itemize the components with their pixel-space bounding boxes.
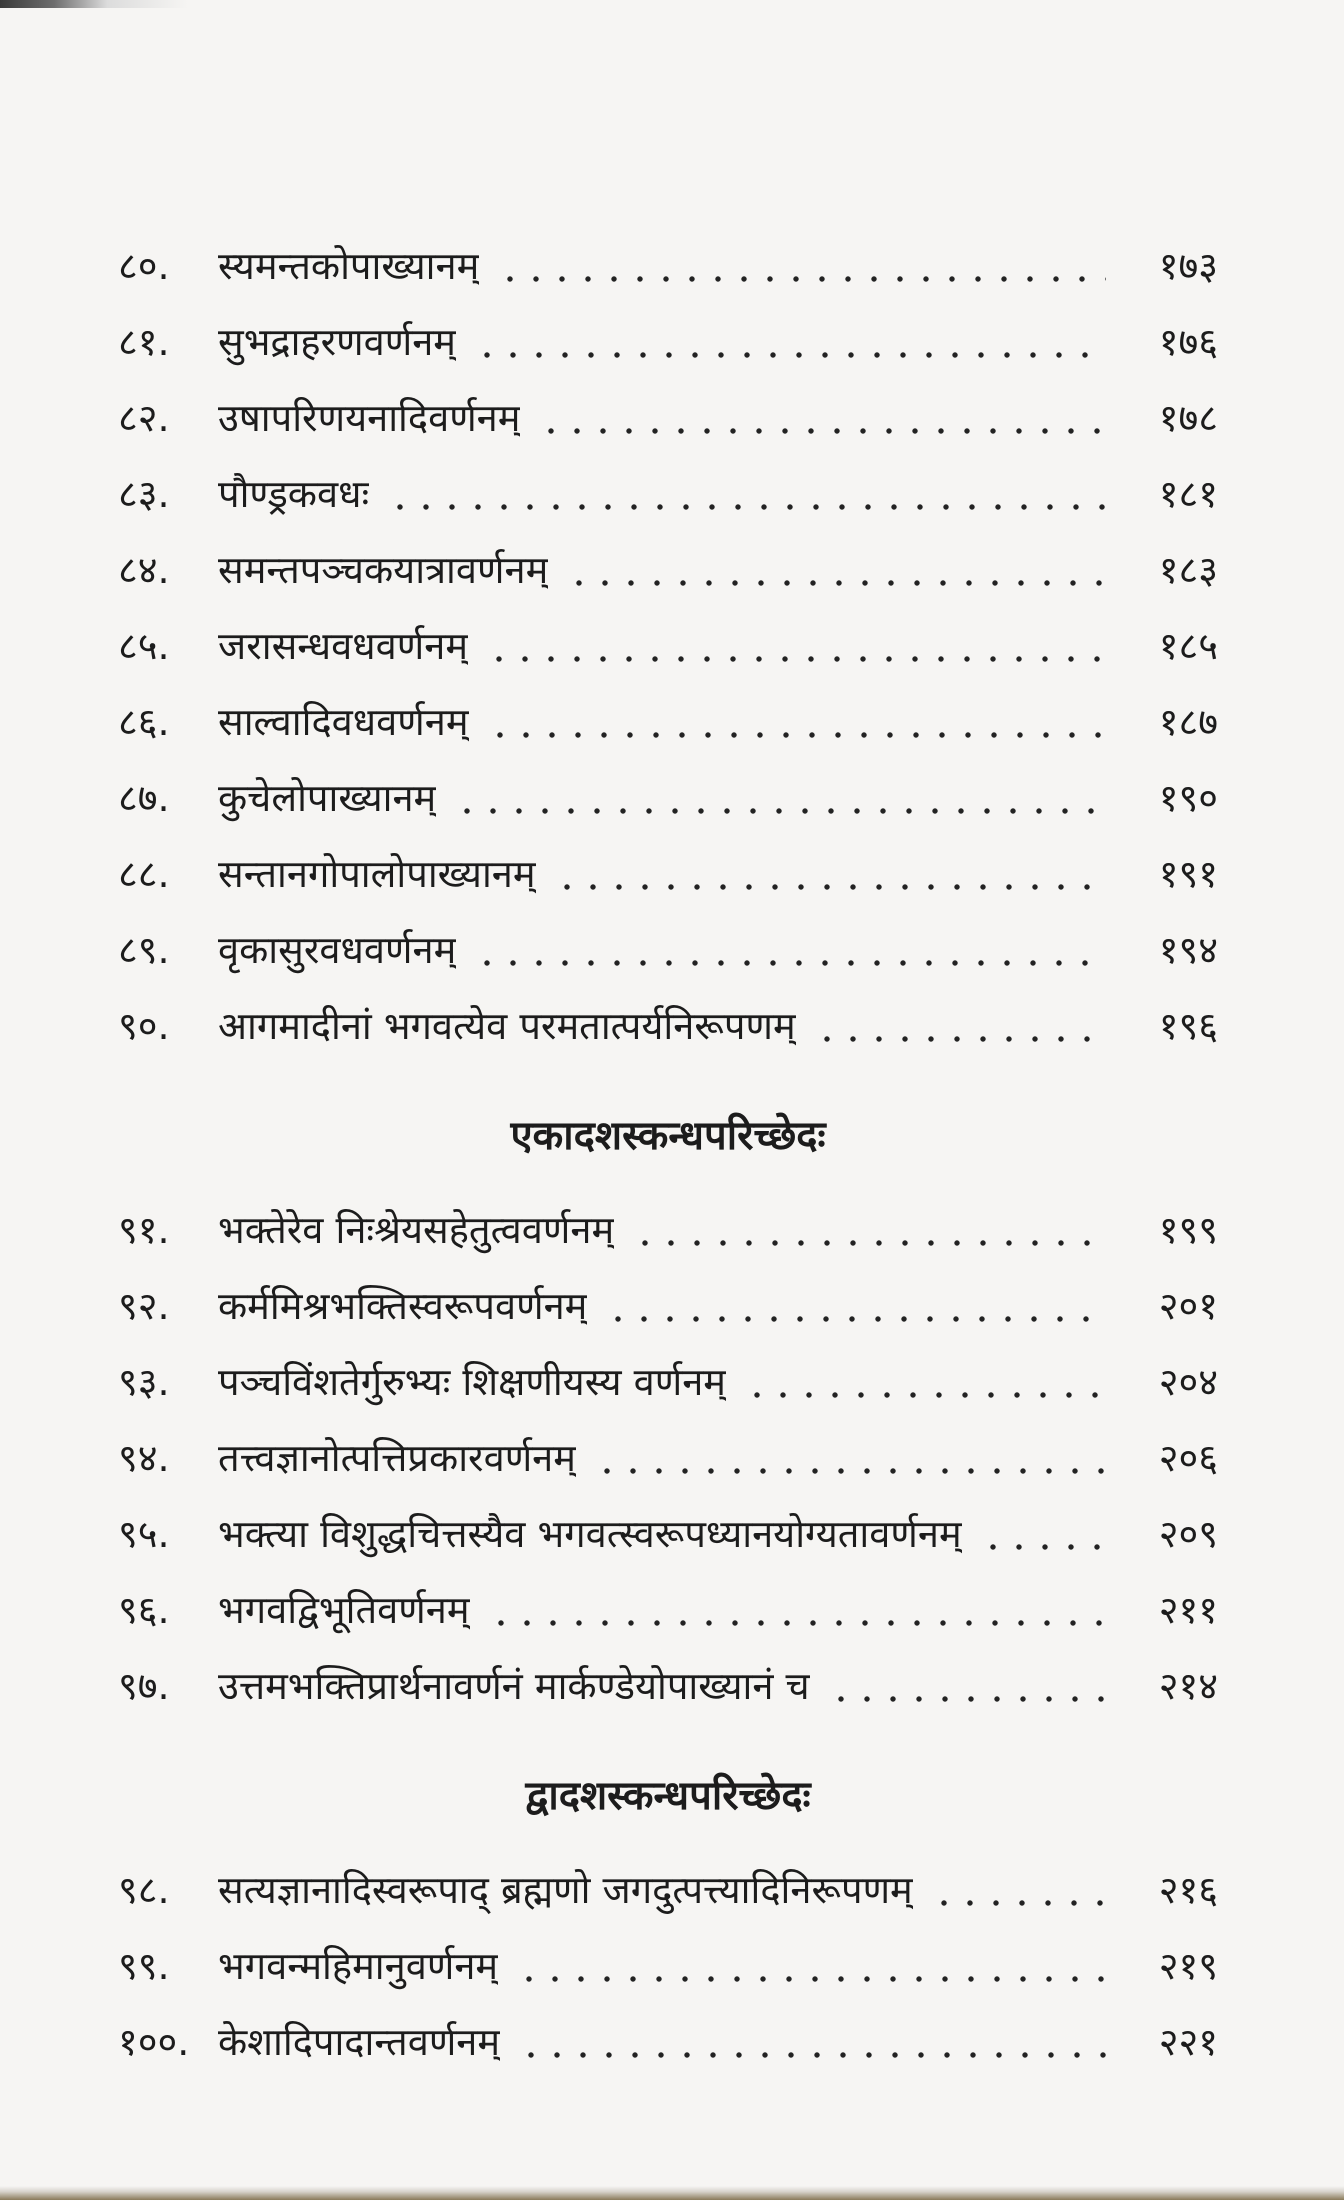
dot-leader bbox=[486, 634, 1106, 664]
entry-page-number: १७८ bbox=[1158, 396, 1218, 440]
toc-entry[interactable] bbox=[118, 608, 1218, 684]
entry-number: ९६. bbox=[118, 1588, 170, 1632]
entry-number: ९४. bbox=[118, 1436, 170, 1480]
dot-leader bbox=[814, 1014, 1106, 1044]
entry-page-number: १९० bbox=[1158, 776, 1218, 820]
entry-page-number: २०४ bbox=[1158, 1360, 1218, 1404]
entry-title: स्यमन्तकोपाख्यानम् bbox=[218, 244, 480, 288]
dot-leader bbox=[487, 710, 1106, 740]
entry-page-number: १८१ bbox=[1158, 472, 1218, 516]
entry-number: ९९. bbox=[118, 1944, 170, 1988]
entry-title: समन्तपञ्चकयात्रावर्णनम् bbox=[218, 548, 549, 592]
entry-page-number: २०१ bbox=[1158, 1284, 1218, 1328]
entry-title: भक्तेरेव निःश्रेयसहेतुत्ववर्णनम् bbox=[218, 1208, 615, 1252]
entry-page-number: २१४ bbox=[1158, 1664, 1218, 1708]
entry-page-number: १९४ bbox=[1158, 928, 1218, 972]
toc-entry[interactable] bbox=[118, 1928, 1218, 2004]
entry-title: साल्वादिवधवर्णनम् bbox=[218, 700, 469, 744]
entry-number: ८४. bbox=[118, 548, 170, 592]
entry-page-number: १८३ bbox=[1158, 548, 1218, 592]
toc-entry[interactable] bbox=[118, 304, 1218, 380]
entry-number: ८६. bbox=[118, 700, 170, 744]
entry-title: उषापरिणयनादिवर्णनम् bbox=[218, 396, 521, 440]
dot-leader bbox=[497, 254, 1106, 284]
dot-leader bbox=[566, 558, 1106, 588]
entry-page-number: २२१ bbox=[1158, 2020, 1218, 2064]
entry-title: भक्त्या विशुद्धचित्तस्यैव भगवत्स्वरूपध्यानयोग्यतावर्णनम् bbox=[218, 1512, 962, 1556]
entry-page-number: १७६ bbox=[1158, 320, 1218, 364]
entry-title: जरासन्धवधवर्णनम् bbox=[218, 624, 469, 668]
toc-entry[interactable] bbox=[118, 2004, 1218, 2080]
entry-number: ८९. bbox=[118, 928, 170, 972]
page-bottom-edge bbox=[0, 2186, 1344, 2200]
entry-title: कुचेलोपाख्यानम् bbox=[218, 776, 437, 820]
toc-entry[interactable] bbox=[118, 532, 1218, 608]
toc-entry[interactable] bbox=[118, 1268, 1218, 1344]
entry-number: १००. bbox=[118, 2020, 190, 2064]
entry-title: कर्ममिश्रभक्तिस्वरूपवर्णनम् bbox=[218, 1284, 588, 1328]
toc-entry[interactable] bbox=[118, 836, 1218, 912]
entry-number: ९२. bbox=[118, 1284, 170, 1328]
entry-title: भगवद्विभूतिवर्णनम् bbox=[218, 1588, 470, 1632]
dot-leader bbox=[454, 786, 1106, 816]
dot-leader bbox=[744, 1370, 1106, 1400]
toc-entry[interactable] bbox=[118, 380, 1218, 456]
dot-leader bbox=[828, 1674, 1106, 1704]
toc-entry[interactable] bbox=[118, 988, 1218, 1064]
entry-page-number: १८७ bbox=[1158, 700, 1218, 744]
dot-leader bbox=[538, 406, 1106, 436]
dot-leader bbox=[632, 1218, 1106, 1248]
entry-page-number: १९१ bbox=[1158, 852, 1218, 896]
toc-entry[interactable] bbox=[118, 1852, 1218, 1928]
entry-title: भगवन्महिमानुवर्णनम् bbox=[218, 1944, 499, 1988]
toc-entry[interactable] bbox=[118, 1572, 1218, 1648]
toc-section-ekadasha bbox=[118, 1088, 1218, 1724]
entry-number: ९८. bbox=[118, 1868, 170, 1912]
entry-number: ९५. bbox=[118, 1512, 170, 1556]
entry-page-number: २१६ bbox=[1158, 1868, 1218, 1912]
entry-title: उत्तमभक्तिप्रार्थनावर्णनं मार्कण्डेयोपाख्यानं च bbox=[218, 1664, 810, 1708]
toc-entry[interactable] bbox=[118, 760, 1218, 836]
toc-entry[interactable] bbox=[118, 1192, 1218, 1268]
entry-number: ९३. bbox=[118, 1360, 170, 1404]
toc-entry[interactable] bbox=[118, 912, 1218, 988]
entry-page-number: २११ bbox=[1158, 1588, 1218, 1632]
entry-title: पञ्चविंशतेर्गुरुभ्यः शिक्षणीयस्य वर्णनम् bbox=[218, 1360, 727, 1404]
toc-entry[interactable] bbox=[118, 1496, 1218, 1572]
dot-leader bbox=[980, 1522, 1106, 1552]
entry-page-number: २०६ bbox=[1158, 1436, 1218, 1480]
entry-title: तत्त्वज्ञानोत्पत्तिप्रकारवर्णनम् bbox=[218, 1436, 576, 1480]
entry-page-number: २१९ bbox=[1158, 1944, 1218, 1988]
toc-section-dvadasha bbox=[118, 1748, 1218, 2080]
dot-leader bbox=[931, 1878, 1106, 1908]
entry-page-number: १९९ bbox=[1158, 1208, 1218, 1252]
entry-title: सत्यज्ञानादिस्वरूपाद् ब्रह्मणो जगदुत्पत्त्यादिनिरूपणम् bbox=[218, 1868, 913, 1912]
entry-title: वृकासुरवधवर्णनम् bbox=[218, 928, 457, 972]
entry-number: ८१. bbox=[118, 320, 170, 364]
entry-number: ८३. bbox=[118, 472, 170, 516]
entry-title: सुभद्राहरणवर्णनम् bbox=[218, 320, 457, 364]
dot-leader bbox=[554, 862, 1106, 892]
dot-leader bbox=[516, 1954, 1106, 1984]
dot-leader bbox=[488, 1598, 1106, 1628]
entry-number: ९१. bbox=[118, 1208, 170, 1252]
entry-page-number: १८५ bbox=[1158, 624, 1218, 668]
section-heading: एकादशस्कन्धपरिच्छेदः bbox=[510, 1113, 826, 1159]
dot-leader bbox=[605, 1294, 1106, 1324]
entry-title: आगमादीनां भगवत्येव परमतात्पर्यनिरूपणम् bbox=[218, 1004, 796, 1048]
entry-page-number: १९६ bbox=[1158, 1004, 1218, 1048]
toc-entry[interactable] bbox=[118, 456, 1218, 532]
entry-number: ८७. bbox=[118, 776, 170, 820]
dot-leader bbox=[474, 330, 1106, 360]
toc-entry[interactable] bbox=[118, 1648, 1218, 1724]
section-heading: द्वादशस्कन्धपरिच्छेदः bbox=[525, 1773, 811, 1819]
page-top-edge bbox=[0, 0, 1344, 8]
toc-entry[interactable] bbox=[118, 1420, 1218, 1496]
dot-leader bbox=[474, 938, 1106, 968]
entry-title: पौण्ड्रकवधः bbox=[218, 472, 370, 516]
dot-leader bbox=[594, 1446, 1106, 1476]
toc-entry[interactable] bbox=[118, 228, 1218, 304]
entry-page-number: २०९ bbox=[1158, 1512, 1218, 1556]
entry-number: ८२. bbox=[118, 396, 170, 440]
toc-entry[interactable] bbox=[118, 684, 1218, 760]
entry-number: ८८. bbox=[118, 852, 170, 896]
entry-number: ९०. bbox=[118, 1004, 170, 1048]
entry-number: ९७. bbox=[118, 1664, 170, 1708]
toc-section-1 bbox=[118, 228, 1218, 1064]
toc-entry[interactable] bbox=[118, 1344, 1218, 1420]
entry-title: सन्तानगोपालोपाख्यानम् bbox=[218, 852, 536, 896]
entry-page-number: १७३ bbox=[1158, 244, 1218, 288]
dot-leader bbox=[387, 482, 1106, 512]
table-of-contents bbox=[118, 228, 1218, 2080]
entry-number: ८५. bbox=[118, 624, 170, 668]
dot-leader bbox=[518, 2030, 1106, 2060]
entry-number: ८०. bbox=[118, 244, 170, 288]
entry-title: केशादिपादान्तवर्णनम् bbox=[218, 2020, 501, 2064]
